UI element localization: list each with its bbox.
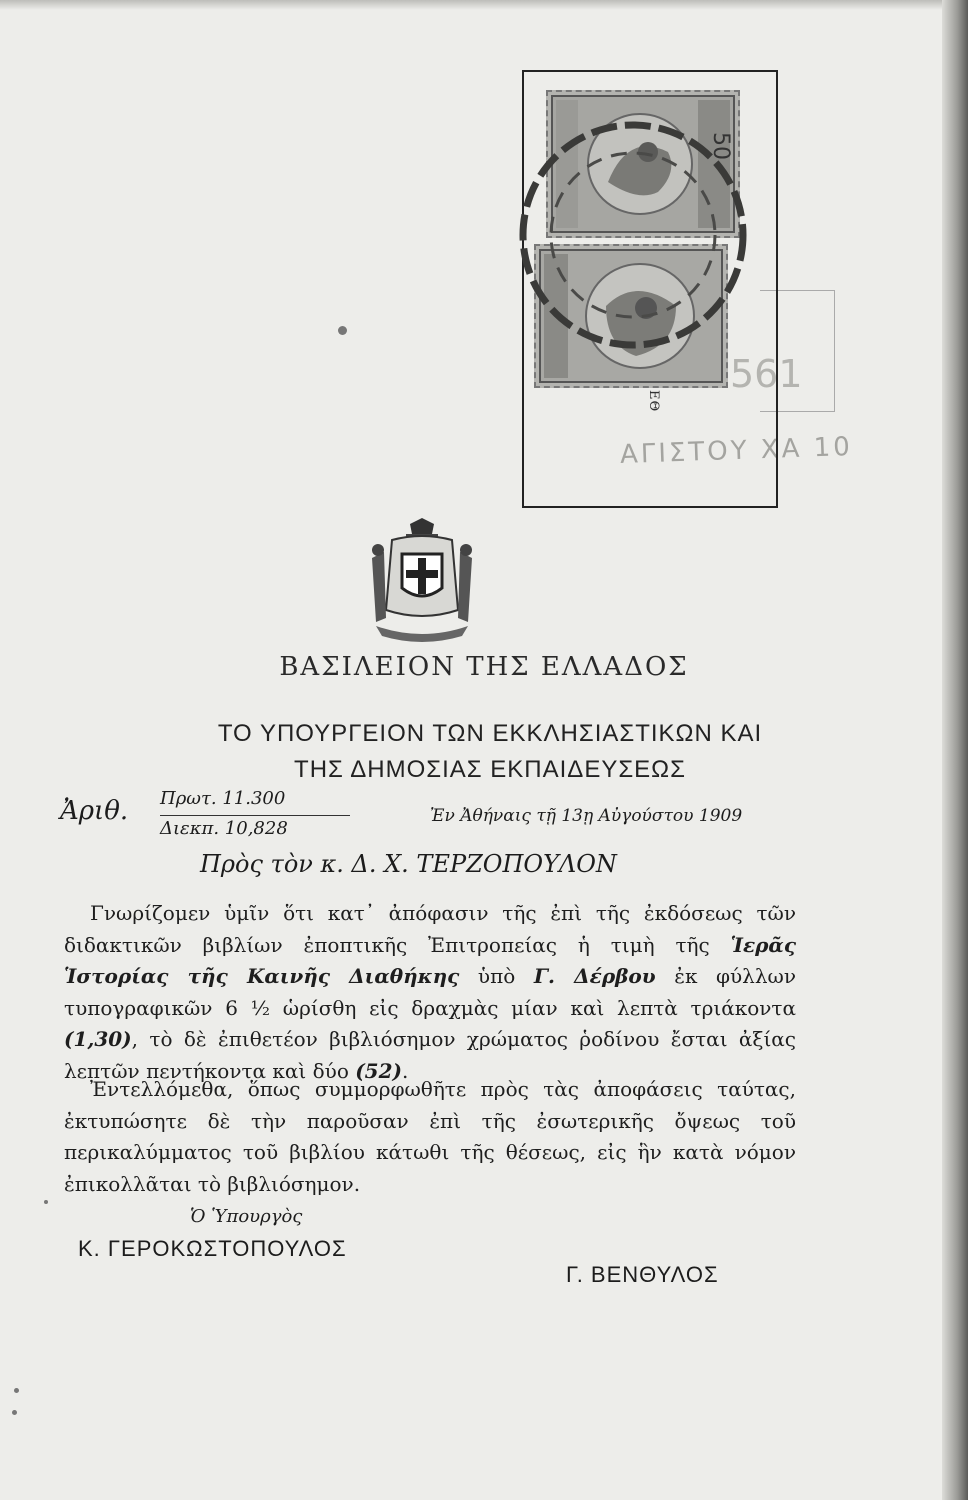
body-paragraph-2: Ἐντελλόμεθα, ὅπως συμμορφωθῆτε πρὸς τὰς ἀποφάσεις ταύτας, ἐκτυπώσητε δὲ τὴν παροῦσαν ἐπὶ τῆς ἐσωτερικῆς ὄψεως τοῦ περικαλύμματος τοῦ βιβλίου κάτωθι τῆς θέσεως, εἰς ἣν κατὰ νόμον ἐπικολλᾶται τὸ βιβλιόσημον. <box>64 1077 796 1196</box>
signer-secretary: Γ. ΒΕΝΘΥΛΟΣ <box>566 1262 719 1287</box>
author-name: Γ. Δέρβου <box>533 964 656 988</box>
ministry-heading-line1: ΤΟ ΥΠΟΥΡΓΕΙΟΝ ΤΩΝ ΕΚΚΛΗΣΙΑΣΤΙΚΩΝ ΚΑΙ <box>217 720 763 747</box>
price-value: (1,30) <box>64 1027 132 1051</box>
body-text: Γνωρίζομεν ὑμῖν ὅτι κατ᾽ ἀπόφασιν τῆς ἐπὶ τῆς ἐκδόσεως τῶν διδακτικῶν βιβλίων ἐποπτικῆς Ἐπιτροπείας ἡ τιμὴ τῆς <box>64 901 796 957</box>
signer-title: Ὁ Ὑπουργὸς <box>190 1206 303 1227</box>
protocol-number: Πρωτ. 11.300 <box>160 788 286 809</box>
ministry-heading-line2: ΤΗΣ ΔΗΜΟΣΙΑΣ ΕΚΠΑΙΔΕΥΣΕΩΣ <box>294 756 686 783</box>
book-title: Ἱερᾶς Ἱστορίας τῆς Καινῆς Διαθήκης <box>64 932 796 988</box>
ink-speck <box>44 1200 48 1204</box>
faint-stamp-text: ΑΓΙΣΤΟΥ ΧΑ 10 <box>619 431 854 471</box>
letter-date: Ἐν Ἀθήναις τῇ 13ῃ Αὐγούστου 1909 <box>430 806 743 826</box>
body-text: ἐκ φύλλων τυπογραφικῶν 6 ½ ὡρίσθη εἰς δραχμὰς μίαν καὶ λεπτὰ τριάκοντα <box>64 964 796 1020</box>
ink-speck <box>338 326 347 335</box>
page-edge-right <box>942 0 968 1500</box>
kingdom-heading: ΒΑΣΙΛΕΙΟΝ ΤΗΣ ΕΛΛΑΔΟΣ <box>279 652 689 682</box>
body-paragraph-1 <box>64 898 796 1087</box>
postmark-circle-icon <box>508 110 758 360</box>
stamp-control-code: ΕΘ <box>646 390 661 413</box>
reference-divider <box>160 815 350 816</box>
body-text: . <box>401 1058 409 1083</box>
signer-minister: Κ. ΓΕΡΟΚΩΣΤΟΠΟΥΛΟΣ <box>78 1236 347 1261</box>
svg-text:50: 50 <box>708 132 733 160</box>
stamp-value: (52) <box>355 1058 402 1083</box>
reference-label: Ἀριθ. <box>60 796 129 826</box>
greek-coat-of-arms-icon <box>362 518 482 648</box>
body-text: , τὸ δὲ ἐπιθετέον βιβλιόσημον χρώματος ῥοδίνου ἔσται ἀξίας λεπτῶν πεντήκοντα καὶ δύο <box>64 1027 796 1083</box>
recipient-line: Πρὸς τὸν κ. Δ. Χ. ΤΕΡΖΟΠΟΥΛΟΝ <box>200 850 617 878</box>
ink-speck <box>14 1388 19 1393</box>
ink-speck <box>12 1410 17 1415</box>
faint-number: 561 <box>730 352 803 396</box>
page-edge-top <box>0 0 968 10</box>
body-text: ὑπὸ <box>459 964 534 988</box>
dispatch-number: Διεκπ. 10,828 <box>160 818 288 839</box>
